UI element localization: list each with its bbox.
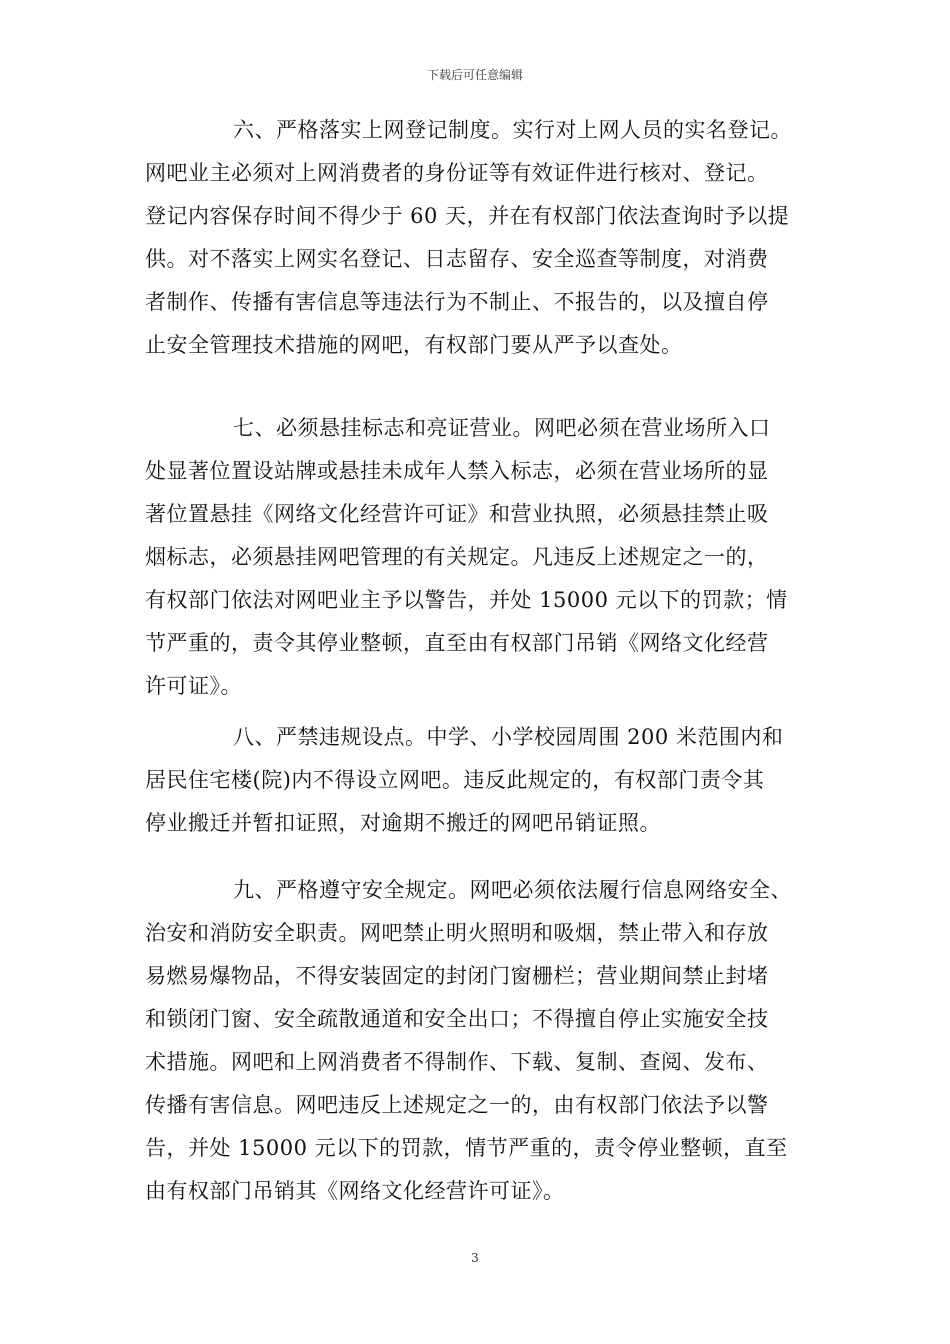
paragraph-line: 术措施。网吧和上网消费者不得制作、下载、复制、查阅、发布、 [145,1050,769,1074]
paragraph-line: 治安和消防安全职责。网吧禁止明火照明和吸烟，禁止带入和存放 [145,921,769,945]
paragraph-9 [145,869,805,1213]
paragraph-line: 著位置悬挂《网络文化经营许可证》和营业执照，必须悬挂禁止吸 [145,502,769,526]
paragraph-line: 传播有害信息。网吧违反上述规定之一的，由有权部门依法予以警 [145,1093,769,1117]
paragraph-line: 停业搬迁并暂扣证照，对逾期不搬迁的网吧吊销证照。 [145,811,661,835]
paragraph-line: 九、严格遵守安全规定。网吧必须依法履行信息网络安全、 [233,878,792,902]
paragraph-7 [145,407,805,708]
paragraph-line: 处显著位置设站牌或悬挂未成年人禁入标志，必须在营业场所的显 [145,459,769,483]
paragraph-line: 有权部门依法对网吧业主予以警告，并处 15000 元以下的罚款；情 [145,588,788,612]
paragraph-line: 网吧业主必须对上网消费者的身份证等有效证件进行核对、登记。 [145,161,769,185]
paragraph-line: 登记内容保存时间不得少于 60 天，并在有权部门依法查询时予以提 [145,204,790,228]
paragraph-line: 和锁闭门窗、安全疏散通道和安全出口；不得擅自停止实施安全技 [145,1007,769,1031]
paragraph-line: 烟标志，必须悬挂网吧管理的有关规定。凡违反上述规定之一的， [145,545,769,569]
paragraph-line: 节严重的，责令其停业整顿，直至由有权部门吊销《网络文化经营 [145,631,769,655]
page-header: 下载后可任意编辑 [426,68,523,82]
paragraph-line: 六、严格落实上网登记制度。实行对上网人员的实名登记。 [233,118,792,142]
paragraph-line: 八、严禁违规设点。中学、小学校园周围 200 米范围内和 [233,725,784,749]
paragraph-line: 居民住宅楼(院)内不得设立网吧。违反此规定的，有权部门责令其 [145,768,765,792]
paragraph-6 [145,109,805,367]
page-number: 3 [471,1251,479,1265]
paragraph-line: 告，并处 15000 元以下的罚款，情节严重的，责令停业整顿，直至 [145,1136,788,1160]
paragraph-line: 供。对不落实上网实名登记、日志留存、安全巡查等制度，对消费 [145,247,769,271]
paragraph-line: 七、必须悬挂标志和亮证营业。网吧必须在营业场所入口 [233,416,771,440]
paragraph-line: 由有权部门吊销其《网络文化经营许可证》。 [145,1179,565,1203]
paragraph-8 [145,716,805,845]
paragraph-line: 止安全管理技术措施的网吧，有权部门要从严予以查处。 [145,333,683,357]
paragraph-line: 者制作、传播有害信息等违法行为不制止、不报告的，以及擅自停 [145,290,769,314]
paragraph-line: 易燃易爆物品，不得安装固定的封闭门窗栅栏；营业期间禁止封堵 [145,964,769,988]
paragraph-line: 许可证》。 [145,674,242,698]
